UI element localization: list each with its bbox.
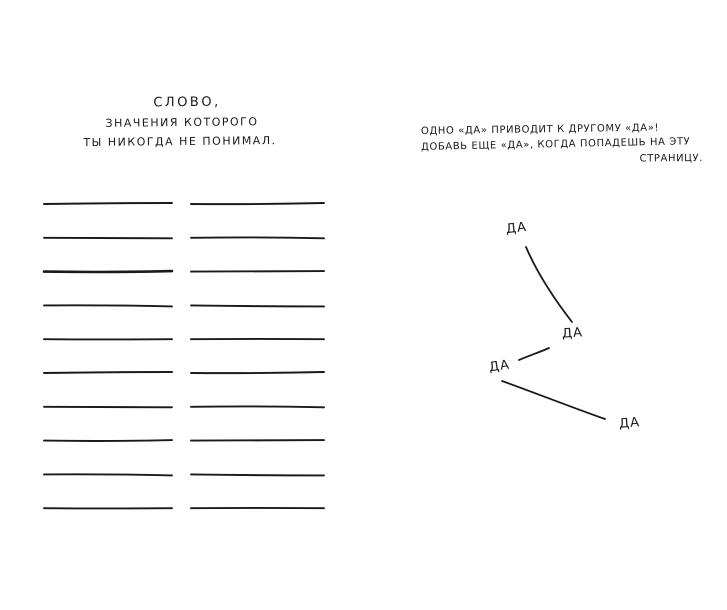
connector-line — [526, 247, 572, 322]
instruction-line: ОДНО «ДА» ПРИВОДИТ К ДРУГОМУ «ДА»! — [420, 122, 660, 137]
writing-line — [44, 305, 172, 306]
writing-line — [191, 203, 324, 204]
connector-line — [502, 381, 605, 419]
writing-line — [191, 237, 324, 238]
writing-line — [44, 440, 172, 441]
page-title — [60, 96, 310, 155]
writing-line — [191, 474, 324, 475]
writing-line — [44, 271, 172, 272]
connector-line — [519, 348, 549, 360]
yes-word: ДА — [505, 219, 528, 238]
writing-line — [44, 474, 172, 475]
yes-word: ДА — [618, 415, 641, 432]
writing-line — [191, 440, 324, 441]
writing-line — [191, 271, 324, 272]
left-page — [0, 0, 363, 610]
writing-line — [44, 238, 172, 239]
title-line: ТЫ НИКОГДА НЕ ПОНИМАЛ. — [83, 134, 277, 150]
writing-line — [44, 407, 172, 408]
title-line: СЛОВО, — [153, 94, 221, 111]
instruction-line: ДОБАВЬ ЕЩЕ «ДА», КОГДА ПОПАДЕШЬ НА ЭТУ — [420, 136, 691, 153]
writing-line — [191, 372, 324, 373]
writing-line — [44, 203, 172, 204]
writing-line — [191, 305, 324, 306]
writing-lines — [0, 190, 363, 520]
yes-chain-connectors — [363, 200, 727, 460]
yes-word: ДА — [488, 357, 512, 376]
instruction-line: СТРАНИЦУ. — [639, 153, 704, 165]
right-page — [363, 0, 727, 610]
title-line: ЗНАЧЕНИЯ КОТОРОГО — [105, 115, 259, 130]
instruction-text — [420, 122, 704, 170]
writing-line — [44, 372, 172, 373]
writing-line — [191, 406, 324, 407]
yes-word: ДА — [561, 325, 584, 342]
